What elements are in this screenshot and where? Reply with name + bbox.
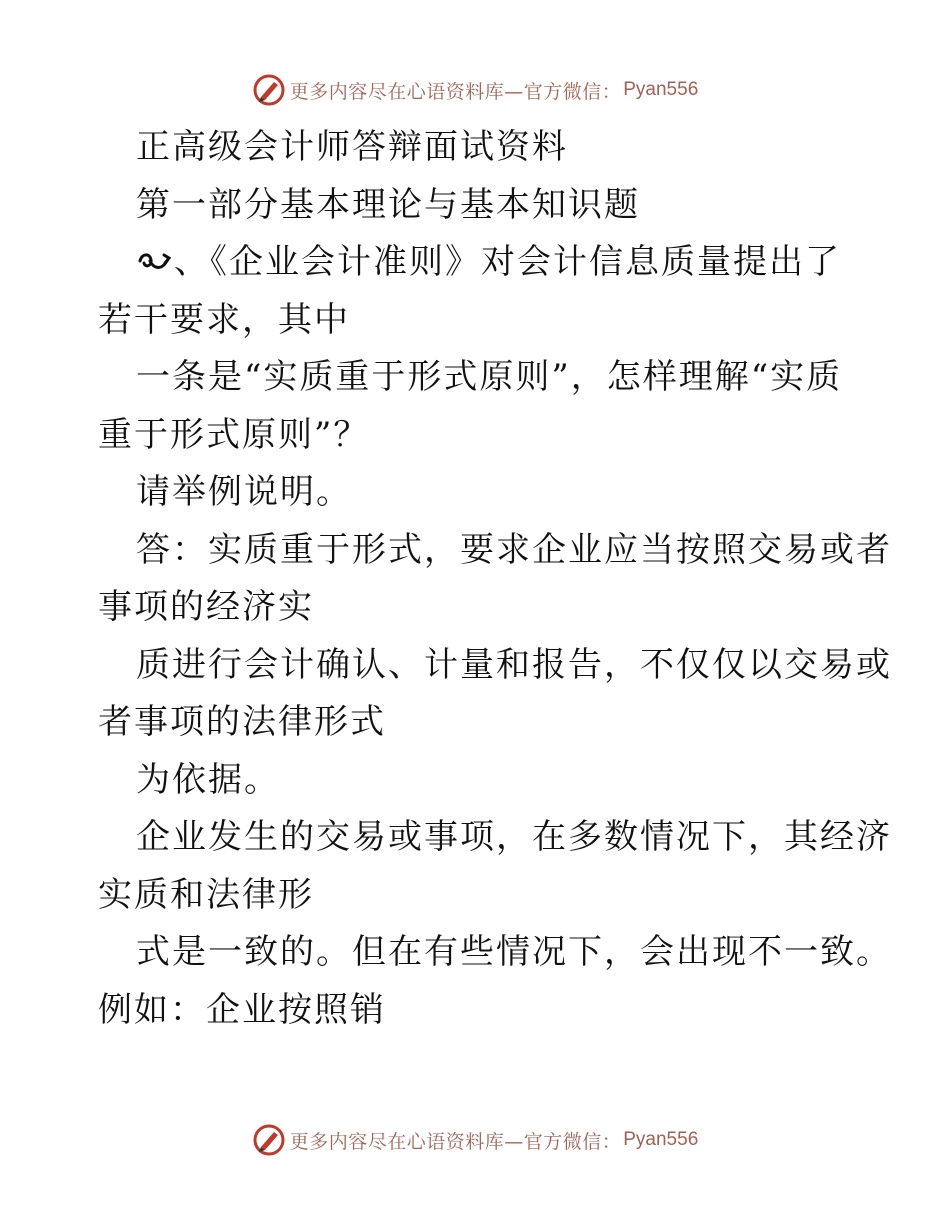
- watermark-wechat-id: Pyan556: [623, 79, 699, 100]
- paragraph-line: 实质和法律形: [98, 874, 314, 915]
- paragraph-line: 企业发生的交易或事项，在多数情况下，其经济: [136, 817, 892, 857]
- paragraph-line: 为依据。: [136, 759, 280, 800]
- answer-line: 答：实质重于形式，要求企业应当按照交易或者: [136, 529, 892, 570]
- paragraph-line: 一条是“实质重于形式原则”，怎样理解“实质: [136, 357, 843, 397]
- pen-seal-logo-icon: [252, 73, 286, 107]
- question-line: [98, 234, 858, 292]
- watermark-wechat-id: Pyan556: [623, 1129, 699, 1150]
- paragraph-line: 者事项的法律形式: [98, 702, 386, 742]
- paragraph-line: 式是一致的。但在有些情况下，会出现不一致。: [136, 932, 892, 972]
- paragraph-line: 质进行会计确认、计量和报告，不仅仅以交易或: [136, 644, 892, 685]
- ornament-bullet-icon: [136, 247, 174, 277]
- paragraph-line: 事项的经济实: [98, 587, 314, 627]
- paragraph-line: 请举例说明。: [136, 472, 352, 512]
- watermark-text: 更多内容尽在心语资料库—官方微信：: [289, 80, 622, 103]
- question-text: 、《企业会计准则》对会计信息质量提出了: [174, 242, 841, 282]
- header-watermark: [0, 70, 950, 110]
- paragraph-line: 重于形式原则”？: [98, 414, 370, 455]
- paragraph-line: 例如：企业按照销: [98, 989, 386, 1030]
- document-body: [98, 119, 892, 1039]
- doc-title: 正高级会计师答辩面试资料: [136, 127, 568, 167]
- watermark-text: 更多内容尽在心语资料库—官方微信：: [289, 1130, 622, 1153]
- paragraph-line: 若干要求，其中: [98, 299, 350, 340]
- section-heading: 第一部分基本理论与基本知识题: [136, 184, 640, 225]
- pen-seal-logo-icon: [252, 1123, 286, 1157]
- footer-watermark: [0, 1120, 950, 1160]
